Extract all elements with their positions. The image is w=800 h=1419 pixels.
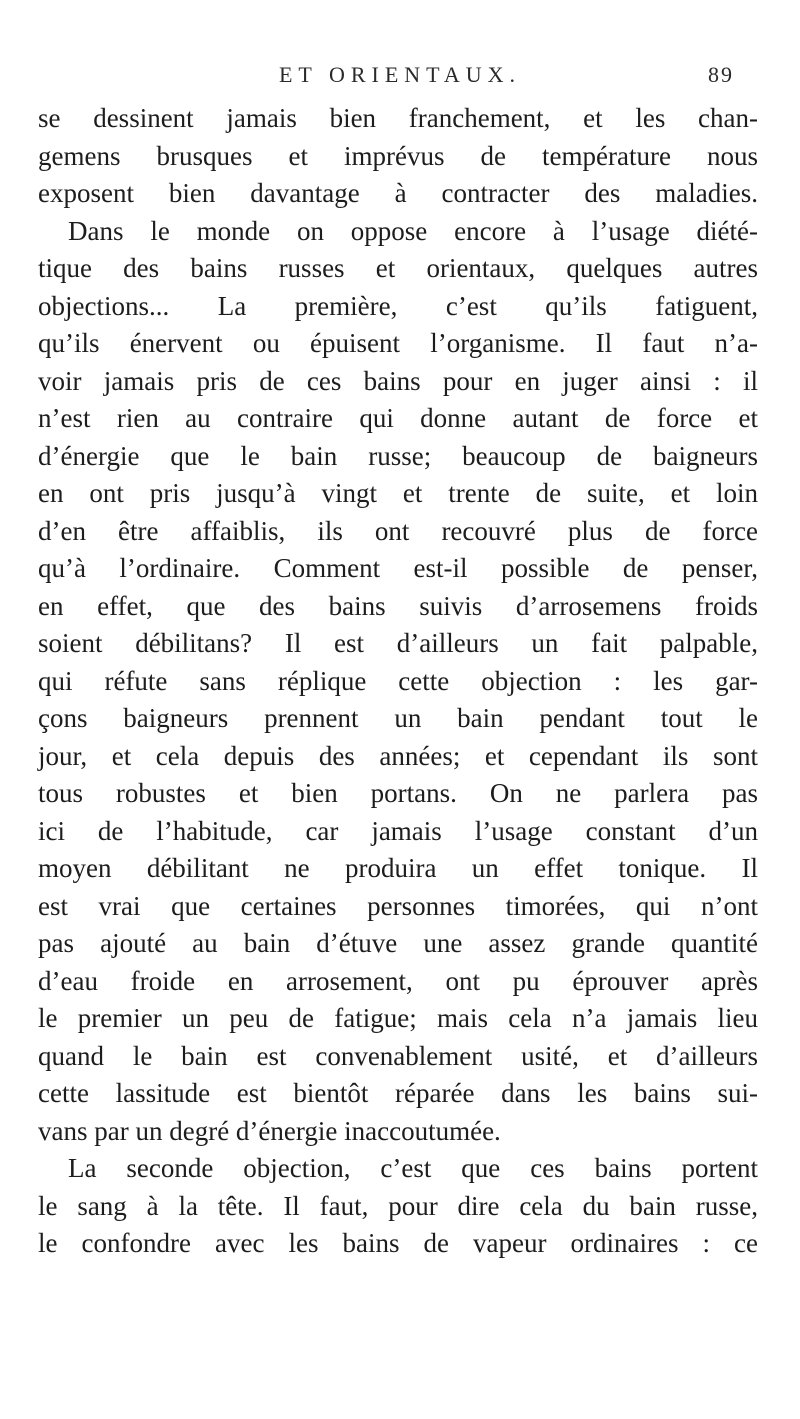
text-line: cette lassitude est bientôt réparée dans les bains sui- xyxy=(38,1078,758,1108)
text-line: quand le bain est convenablement usité, et d’ailleurs xyxy=(38,1040,758,1071)
text-line: jour, et cela depuis des années; et cependant ils sont xyxy=(38,740,758,771)
text-line: qu’ils énervent ou épuisent l’organisme. Il faut n’a- xyxy=(38,328,758,358)
running-title: ET ORIENTAUX. xyxy=(278,62,522,87)
text-line-paragraph-start: Dans le monde on oppose encore à l’usage diété- xyxy=(68,215,758,246)
text-line: qu’à l’ordinaire. Comment est-il possible de penser, xyxy=(38,553,758,583)
text-line: moyen débilitant ne produira un effet tonique. Il xyxy=(38,853,758,883)
text-line: d’eau froide en arrosement, ont pu éprouver après xyxy=(38,965,758,996)
text-line: çons baigneurs prennent un bain pendant tout le xyxy=(38,703,758,733)
text-line: le sang à la tête. Il faut, pour dire cela du bain russe, xyxy=(38,1190,758,1221)
text-line-paragraph-end: vans par un degré d’énergie inaccoutumée. xyxy=(38,1115,501,1146)
text-line: objections... La première, c’est qu’ils fatiguent, xyxy=(38,290,758,321)
text-line: d’en être affaiblis, ils ont recouvré plus de force xyxy=(38,515,758,546)
text-line: le premier un peu de fatigue; mais cela n’a jamais lieu xyxy=(38,1003,758,1033)
text-line: gemens brusques et imprévus de température nous xyxy=(38,140,758,171)
text-line: tous robustes et bien portans. On ne parlera pas xyxy=(38,778,758,808)
running-head xyxy=(0,62,800,92)
text-line: n’est rien au contraire qui donne autant de force et xyxy=(38,403,758,433)
text-line: qui réfute sans réplique cette objection : les gar- xyxy=(38,665,758,696)
text-line: ici de l’habitude, car jamais l’usage constant d’un xyxy=(38,815,758,846)
text-line: en ont pris jusqu’à vingt et trente de suite, et loin xyxy=(38,478,758,508)
text-line: le confondre avec les bains de vapeur ordinaires : ce xyxy=(38,1228,758,1258)
text-line: exposent bien davantage à contracter des maladies. xyxy=(38,178,758,208)
text-line: voir jamais pris de ces bains pour en juger ainsi : il xyxy=(38,365,758,396)
text-line: d’énergie que le bain russe; beaucoup de baigneurs xyxy=(38,440,758,471)
text-line: se dessinent jamais bien franchement, et les chan- xyxy=(38,103,758,133)
text-line: en effet, que des bains suivis d’arrosemens froids xyxy=(38,590,758,621)
text-line: est vrai que certaines personnes timorées, qui n’ont xyxy=(38,890,758,921)
text-line-paragraph-start: La seconde objection, c’est que ces bains portent xyxy=(68,1153,758,1183)
body-text xyxy=(38,100,758,1263)
text-line: soient débilitans? Il est d’ailleurs un fait palpable, xyxy=(38,628,758,658)
page-number: 89 xyxy=(708,62,734,87)
text-line: pas ajouté au bain d’étuve une assez grande quantité xyxy=(38,928,758,958)
text-line: tique des bains russes et orientaux, quelques autres xyxy=(38,253,758,283)
